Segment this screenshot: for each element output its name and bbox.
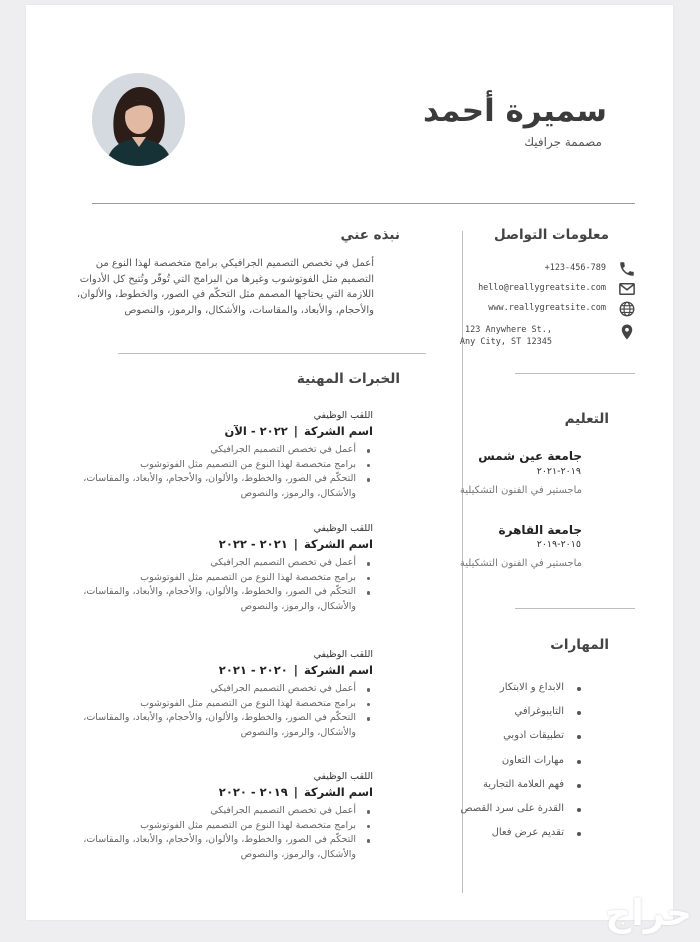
resume-name: سميرة أحمد: [423, 93, 607, 129]
job-bullet: برامج متخصصة لهذا النوع من التصميم مثل الفوتوشوب: [43, 458, 373, 473]
job-company: اسم الشركة: [303, 663, 373, 677]
skill-item: الابداع و الابتكار: [460, 679, 581, 703]
job-company-line: اسم الشركة|٢٠٢٠ - ٢٠٢١: [218, 663, 373, 677]
job-company-line: اسم الشركة|٢٠٢١ - ٢٠٢٢: [218, 537, 373, 551]
job-period: ٢٠٢٢ - الآن: [224, 424, 288, 438]
job-role: اللقب الوظيفي: [313, 523, 373, 534]
globe-icon: [618, 300, 636, 318]
contact-website-text[interactable]: www.reallygreatsite.com: [488, 303, 606, 313]
edu-degree: ماجستير في الفنون التشكيلية: [459, 558, 582, 569]
job-company: اسم الشركة: [303, 424, 373, 438]
job-bullets: [43, 443, 373, 501]
job-company-line: اسم الشركة|٢٠١٩ - ٢٠٢٠: [218, 785, 373, 799]
about-divider: [118, 353, 426, 354]
edu-years: ٢٠١٥-٢٠١٩: [536, 539, 581, 550]
job-period: ٢٠١٩ - ٢٠٢٠: [218, 785, 288, 799]
job-bullet: التحكّم في الصور، والخطوط، والألوان، والأحجام، والأبعاد، والمقاسات، والأشكال، والرموز، والنصوص: [43, 833, 373, 862]
education-divider: [515, 608, 635, 609]
resume-job-title: مصممة جرافيك: [524, 135, 602, 149]
edu-degree: ماجستير في الفنون التشكيلية: [459, 485, 582, 496]
watermark: حراج: [605, 893, 692, 934]
job-bullet: برامج متخصصة لهذا النوع من التصميم مثل الفوتوشوب: [43, 571, 373, 586]
job-role: اللقب الوظيفي: [313, 649, 373, 660]
skill-item: مهارات التعاون: [460, 752, 581, 776]
avatar-photo-icon: [92, 73, 185, 166]
about-text: أعمل في تخصص التصميم الجرافيكي برامج متخصصة لهذا النوع من التصميم مثل الفوتوشوب وغيرها من البرامج التي تُوفّر وتُتيح كل الأدوات اللازمة التي يحتاجها المصمم مثل التحكّم في الصور، والخطوط، والألوان، والأحجام، والأبعاد، والمقاسات، والأشكال، والرموز، والنصوص: [76, 258, 374, 316]
job-bullet: أعمل في تخصص التصميم الجرافيكي: [43, 682, 373, 697]
job-entry: [43, 648, 373, 740]
job-entry: [43, 409, 373, 501]
job-role: اللقب الوظيفي: [313, 410, 373, 421]
mail-icon: [618, 280, 636, 298]
skills-list: [460, 679, 581, 848]
skills-title: المهارات: [550, 637, 609, 653]
avatar: [92, 73, 185, 166]
address-line-2: Any City, ST 12345: [459, 337, 552, 347]
contact-address-text: [460, 324, 552, 348]
contact-title: معلومات التواصل: [493, 227, 609, 243]
skill-item: تطبيقات ادوبي: [460, 727, 581, 751]
contact-phone-text[interactable]: +123-456-789: [544, 263, 606, 273]
job-entry: [43, 522, 373, 614]
job-bullet: التحكّم في الصور، والخطوط، والألوان، والأحجام، والأبعاد، والمقاسات، والأشكال، والرموز، والنصوص: [43, 472, 373, 501]
job-bullets: [43, 556, 373, 614]
address-line-1: 123 Anywhere St.,: [465, 325, 552, 335]
contact-phone: [481, 260, 636, 278]
job-entry: [43, 770, 373, 862]
contact-website: [481, 300, 636, 318]
job-bullet: برامج متخصصة لهذا النوع من التصميم مثل الفوتوشوب: [43, 819, 373, 834]
header-divider: [92, 203, 635, 204]
contact-email: [478, 280, 636, 298]
edu-school: جامعة عين شمس: [478, 449, 582, 463]
contact-email-text[interactable]: hello@reallygreatsite.com: [478, 283, 606, 293]
job-company-line: اسم الشركة|٢٠٢٢ - الآن: [224, 424, 373, 438]
phone-icon: [618, 260, 636, 278]
contact-divider: [515, 373, 635, 374]
about-title: نبذه عني: [340, 227, 400, 243]
job-bullet: التحكّم في الصور، والخطوط، والألوان، والأحجام، والأبعاد، والمقاسات، والأشكال، والرموز، والنصوص: [43, 711, 373, 740]
job-company: اسم الشركة: [303, 785, 373, 799]
job-bullets: [43, 804, 373, 862]
job-bullet: أعمل في تخصص التصميم الجرافيكي: [43, 443, 373, 458]
resume-page: [26, 5, 673, 920]
job-period: ٢٠٢١ - ٢٠٢٢: [218, 537, 288, 551]
skill-item: التايبوغرافي: [460, 703, 581, 727]
experience-title: الخبرات المهنية: [296, 371, 400, 387]
job-period: ٢٠٢٠ - ٢٠٢١: [218, 663, 288, 677]
edu-school: جامعة القاهرة: [498, 523, 582, 537]
job-bullet: أعمل في تخصص التصميم الجرافيكي: [43, 556, 373, 571]
edu-years: ٢٠١٩-٢٠٢١: [536, 466, 581, 477]
job-company: اسم الشركة: [303, 537, 373, 551]
location-pin-icon: [618, 323, 636, 341]
skill-item: تقديم عرض فعال: [460, 824, 581, 848]
job-bullets: [43, 682, 373, 740]
job-bullet: أعمل في تخصص التصميم الجرافيكي: [43, 804, 373, 819]
job-bullet: برامج متخصصة لهذا النوع من التصميم مثل الفوتوشوب: [43, 697, 373, 712]
job-bullet: التحكّم في الصور، والخطوط، والألوان، والأحجام، والأبعاد، والمقاسات، والأشكال، والرموز، والنصوص: [43, 585, 373, 614]
education-title: التعليم: [564, 411, 609, 427]
skill-item: فهم العلامة التجارية: [460, 776, 581, 800]
skill-item: القدرة على سرد القصص: [460, 800, 581, 824]
job-role: اللقب الوظيفي: [313, 771, 373, 782]
